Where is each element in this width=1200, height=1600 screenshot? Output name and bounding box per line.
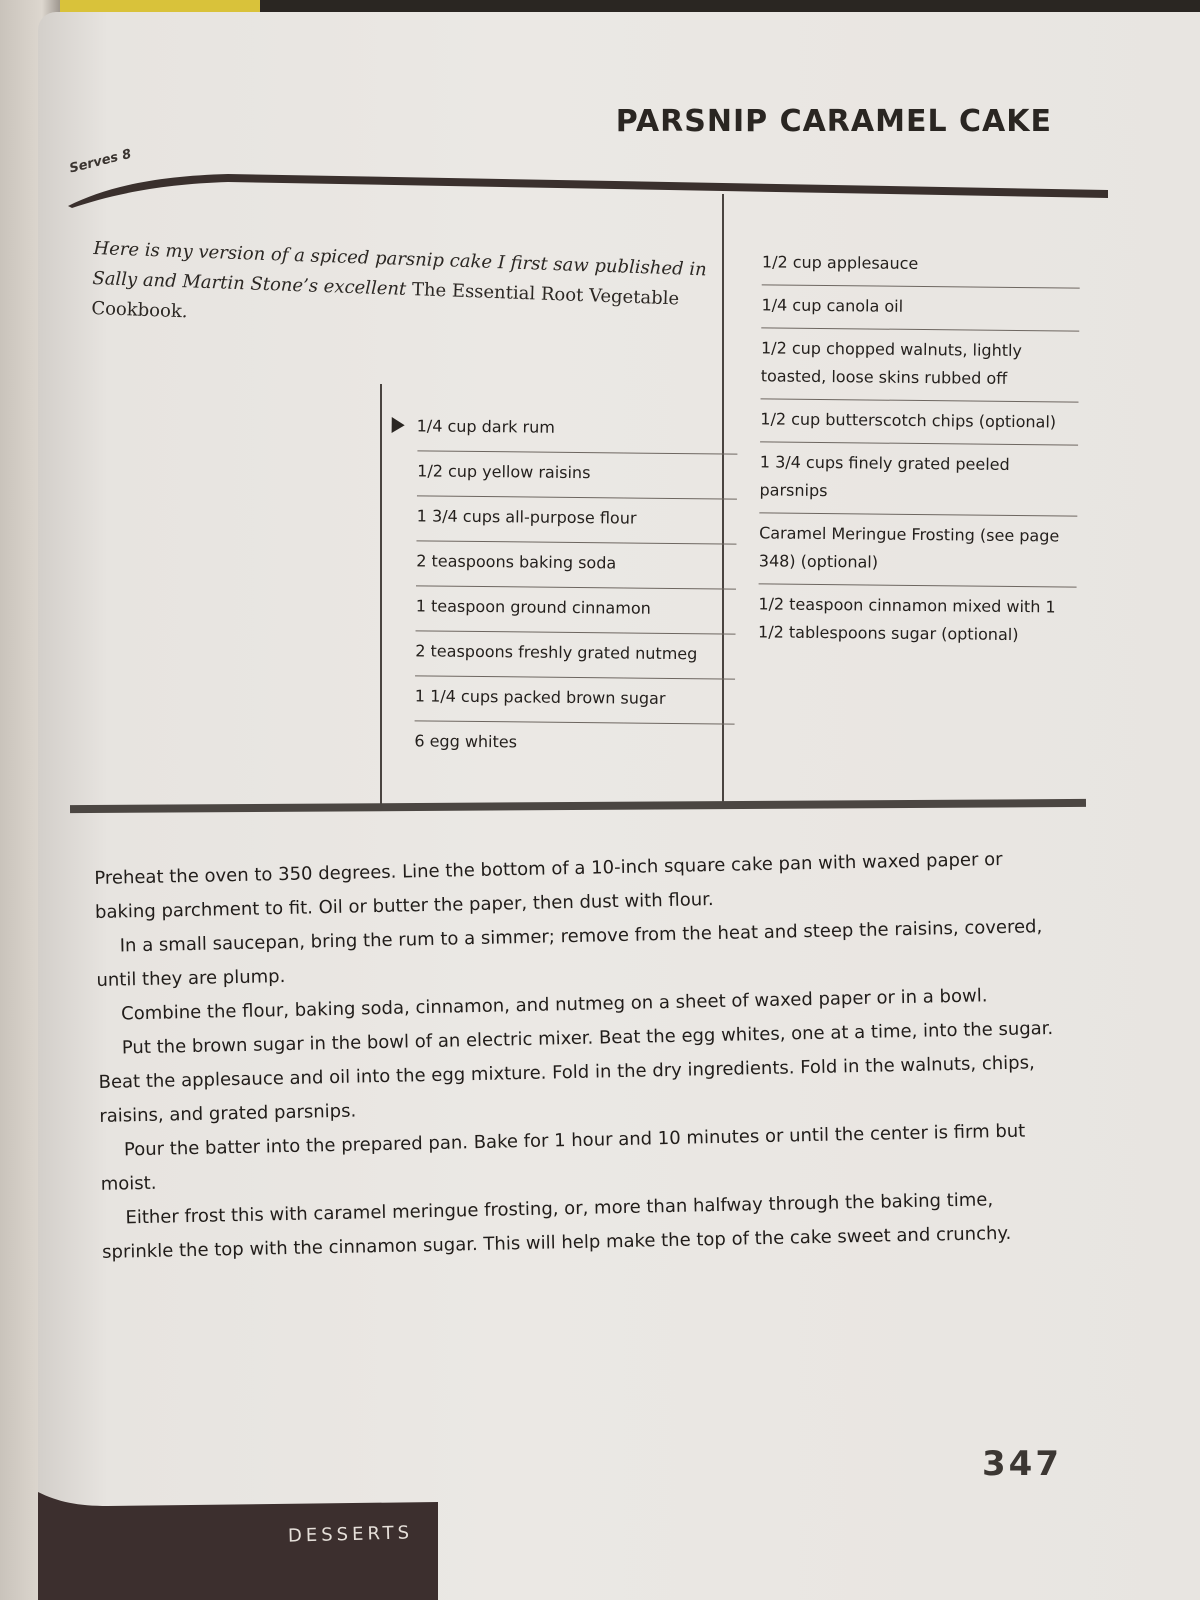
serves-label: Serves 8: [68, 146, 133, 177]
ingredient-item: 1 1/4 cups packed brown sugar: [415, 676, 735, 724]
ingredient-text: 1/4 cup dark rum: [416, 416, 555, 437]
page-number: 347: [982, 1444, 1062, 1484]
ingredient-list-right: [758, 242, 1080, 657]
book-page: [38, 12, 1200, 1600]
ingredient-list-middle: [414, 406, 738, 768]
ingredient-item: 1/2 cup applesauce: [762, 242, 1080, 288]
recipe-intro: [91, 234, 714, 346]
ingredient-item: 1/2 cup yellow raisins: [417, 451, 737, 499]
ingredient-item: 1 3/4 cups finely grated peeled parsnips: [759, 442, 1078, 516]
ingredient-item: 1/4 cup canola oil: [761, 285, 1079, 331]
ingredient-item: 1/2 teaspoon cinnamon mixed with 1 1/2 tablespoons sugar (optional): [757, 594, 1056, 645]
method-step: In a small saucepan, bring the rum to a simmer; remove from the heat and steep the raisins, covered, until they are plump.: [96, 916, 1043, 991]
method-step: Preheat the oven to 350 degrees. Line the bottom of a 10-inch square cake pan with waxed paper or baking parchment to fit. Oil or butter the paper, then dust with flour.: [94, 848, 1003, 923]
section-label: DESSERTS: [287, 1522, 414, 1547]
ingredient-item: 2 teaspoons freshly grated nutmeg: [415, 631, 735, 679]
ingredient-item: 1/2 cup chopped walnuts, lightly toasted, loose skins rubbed off: [761, 328, 1080, 402]
ingredient-item: Caramel Meringue Frosting (see page 348) (optional): [759, 513, 1078, 587]
method-step: Either frost this with caramel meringue frosting, or, more than halfway through the baking time, sprinkle the top with the cinnamon sugar. This will help make the top of the cake sweet and crunchy.: [101, 1189, 1012, 1263]
ingredient-item: [417, 406, 737, 454]
column-divider-left: [380, 384, 382, 808]
ingredient-item: 1/2 cup butterscotch chips (optional): [760, 399, 1078, 445]
ingredient-item: 1 teaspoon ground cinnamon: [416, 586, 736, 634]
ingredient-item: 6 egg whites: [414, 731, 518, 752]
ingredient-item: 1 3/4 cups all-purpose flour: [416, 496, 736, 544]
recipe-title: PARSNIP CARAMEL CAKE: [615, 104, 1052, 139]
arrow-marker-icon: [392, 417, 405, 433]
book-title: The Essential Root Vegetable Cookbook: [91, 279, 680, 323]
ingredients-bottom-rule: [70, 799, 1086, 813]
method-step: Pour the batter into the prepared pan. Bake for 1 hour and 10 minutes or until the center is firm but moist.: [100, 1120, 1026, 1195]
header-rule: [68, 172, 1108, 208]
method-step: Put the brown sugar in the bowl of an electric mixer. Beat the egg whites, one at a time, into the sugar. Beat the applesauce and oil into the egg mixture. Fold in the dry ingredients. Fold in the walnuts, chips, raisins, and grated parsnips.: [98, 1017, 1054, 1127]
method-text: [94, 842, 1068, 1270]
intro-end: .: [181, 301, 188, 323]
ingredient-item: 2 teaspoons baking soda: [416, 541, 736, 589]
intro-text: Here is my version of a spiced parsnip cake I first saw published in Sally and Martin Stone’s excellent: [92, 237, 707, 301]
method-step: Combine the flour, baking soda, cinnamon, and nutmeg on a sheet of waxed paper or in a bowl.: [120, 985, 988, 1025]
